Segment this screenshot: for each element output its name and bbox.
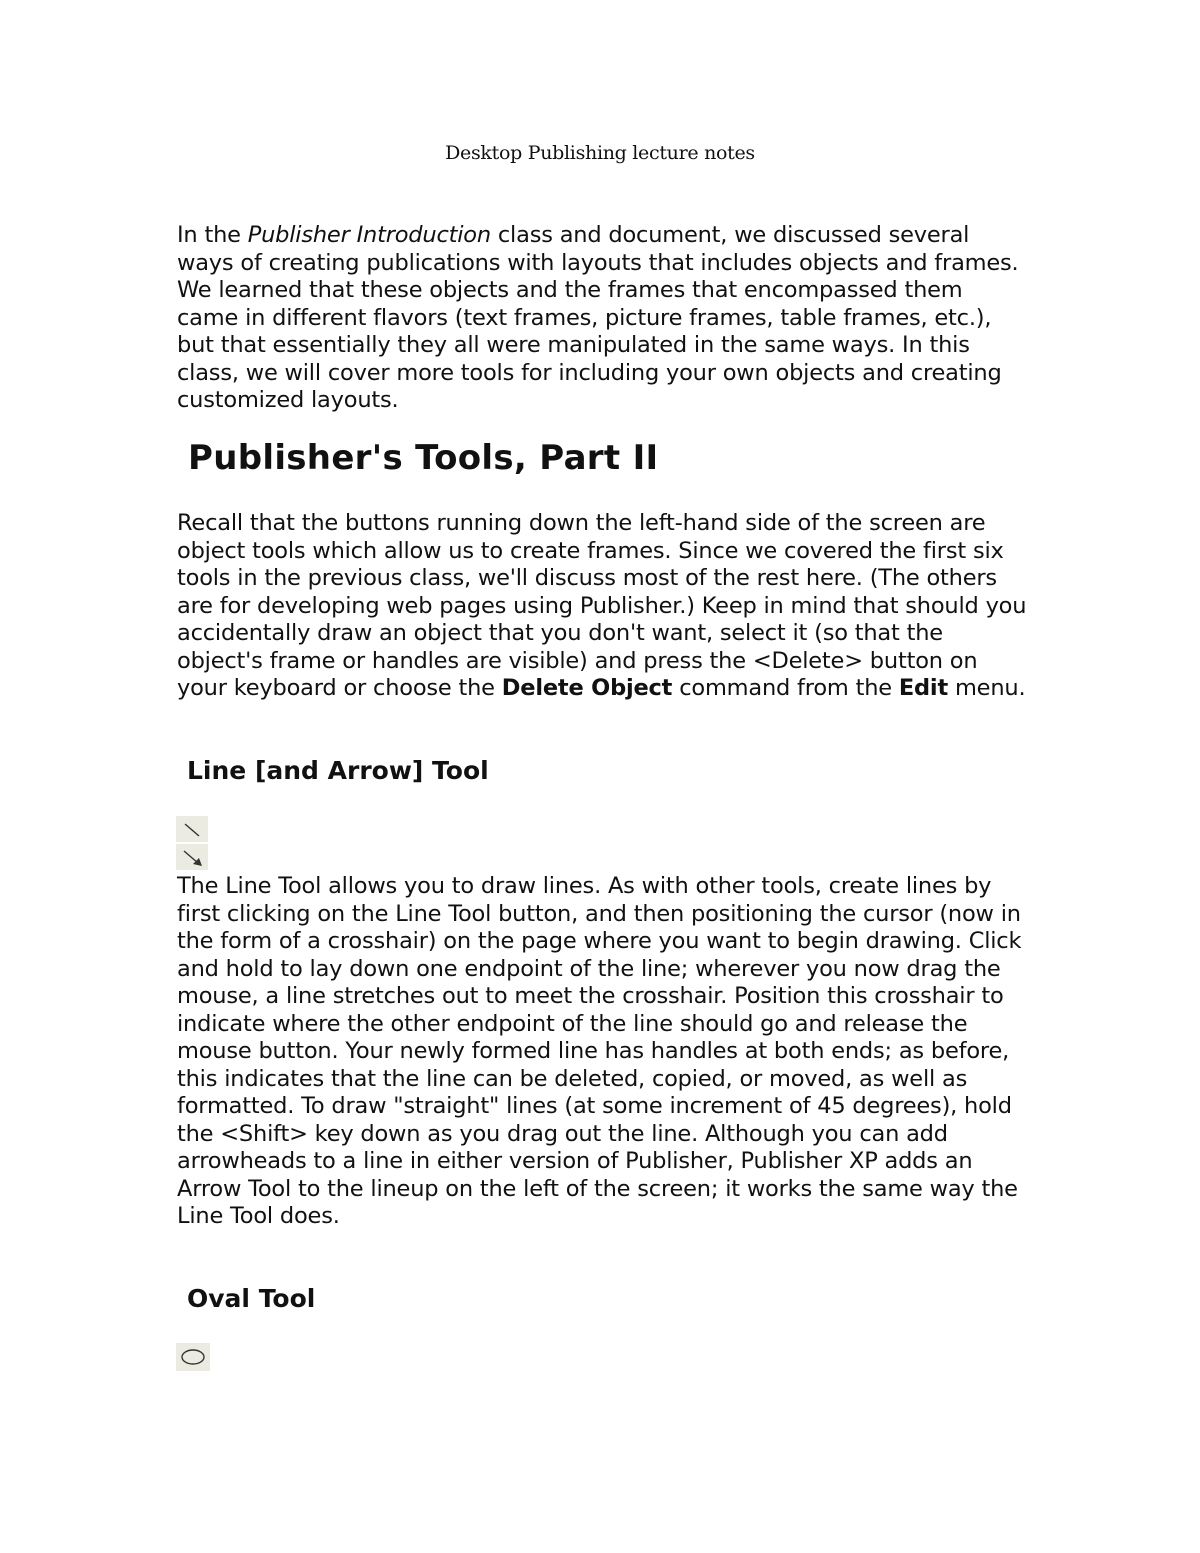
intro-italic-title: Publisher Introduction	[247, 222, 491, 248]
tools-paragraph	[177, 510, 1027, 703]
oval-tool-icon	[176, 1343, 210, 1371]
tools-text-a: Recall that the buttons running down the left-hand side of the screen are object tools which allow us to create frames. Since we covered the first six tools in the previous class, we'll discuss most of the rest here. (The others are for developing web pages using Publisher.) Keep in mind that should you accidentally draw an object that you don't want, select it (so that the object's frame or handles are visible) and press the <Delete> button on your keyboard or choose the	[177, 510, 1027, 701]
intro-paragraph	[177, 222, 1027, 415]
section-heading: Publisher's Tools, Part II	[188, 438, 659, 478]
tools-text-c: menu.	[948, 675, 1026, 701]
tools-text-b: command from the	[672, 675, 899, 701]
line-tool-icon	[176, 816, 208, 842]
edit-menu-name: Edit	[898, 675, 949, 701]
intro-text-start: In the	[177, 222, 248, 248]
intro-text-end: class and document, we discussed several ways of creating publications with layouts that includes objects and frames. We learned that these objects and the frames that encompassed them came in different flavors (text frames, picture frames, table frames, etc.), but that essentially they all were manipulated in the same ways. In this class, we will cover more tools for including your own objects and creating customized layouts.	[177, 222, 1019, 413]
line-tool-heading: Line [and Arrow] Tool	[187, 756, 489, 785]
page-header: Desktop Publishing lecture notes	[445, 142, 755, 164]
delete-object-command: Delete Object	[501, 675, 673, 701]
oval-tool-heading: Oval Tool	[187, 1284, 316, 1313]
line-tool-paragraph: The Line Tool allows you to draw lines. As with other tools, create lines by first clicking on the Line Tool button, and then positioning the cursor (now in the form of a crosshair) on the page where you want to begin drawing. Click and hold to lay down one endpoint of the line; wherever you now drag the mouse, a line stretches out to meet the crosshair. Position this crosshair to indicate where the other endpoint of the line should go and release the mouse button. Your newly formed line has handles at both ends; as before, this indicates that the line can be deleted, copied, or moved, as well as formatted. To draw "straight" lines (at some increment of 45 degrees), hold the <Shift> key down as you drag out the line. Although you can add arrowheads to a line in either version of Publisher, Publisher XP adds an Arrow Tool to the lineup on the left of the screen; it works the same way the Line Tool does.	[177, 873, 1022, 1229]
arrow-tool-icon	[176, 844, 208, 870]
